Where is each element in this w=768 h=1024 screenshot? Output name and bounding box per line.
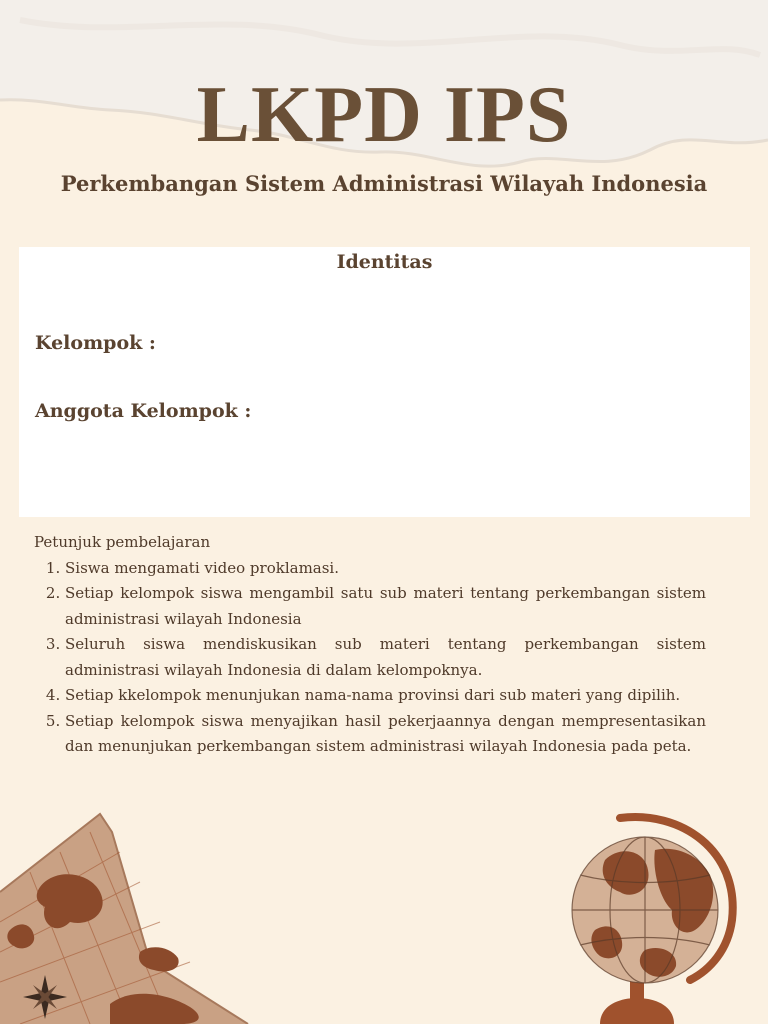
instruction-step: 4. Setiap kkelompok menunjukan nama-nama provinsi dari sub materi yang dipilih. — [65, 683, 706, 709]
group-label: Kelompok : — [35, 332, 156, 354]
identity-box — [19, 247, 750, 517]
instruction-step: 1. Siswa mengamati video proklamasi. — [65, 556, 706, 582]
instructions-list — [34, 556, 706, 760]
globe-icon — [560, 810, 745, 1024]
instruction-step: 2. Setiap kelompok siswa mengambil satu sub materi tentang perkembangan sistem administrasi wilayah Indonesia — [65, 581, 706, 632]
treasure-map-icon — [0, 812, 250, 1024]
members-label: Anggota Kelompok : — [35, 400, 252, 422]
identity-heading: Identitas — [336, 251, 433, 273]
instruction-step: 3. Seluruh siswa mendiskusikan sub materi tentang perkembangan sistem administrasi wilayah Indonesia di dalam kelompoknya. — [65, 632, 706, 683]
instructions-heading: Petunjuk pembelajaran — [34, 533, 211, 551]
page-title: LKPD IPS — [196, 71, 572, 159]
instruction-step: 5. Setiap kelompok siswa menyajikan hasil pekerjaannya dengan mempresentasikan dan menunjukan perkembangan sistem administrasi wilayah Indonesia pada peta. — [65, 709, 706, 760]
instructions-section — [34, 530, 706, 760]
page-subtitle: Perkembangan Sistem Administrasi Wilayah Indonesia — [60, 171, 708, 196]
